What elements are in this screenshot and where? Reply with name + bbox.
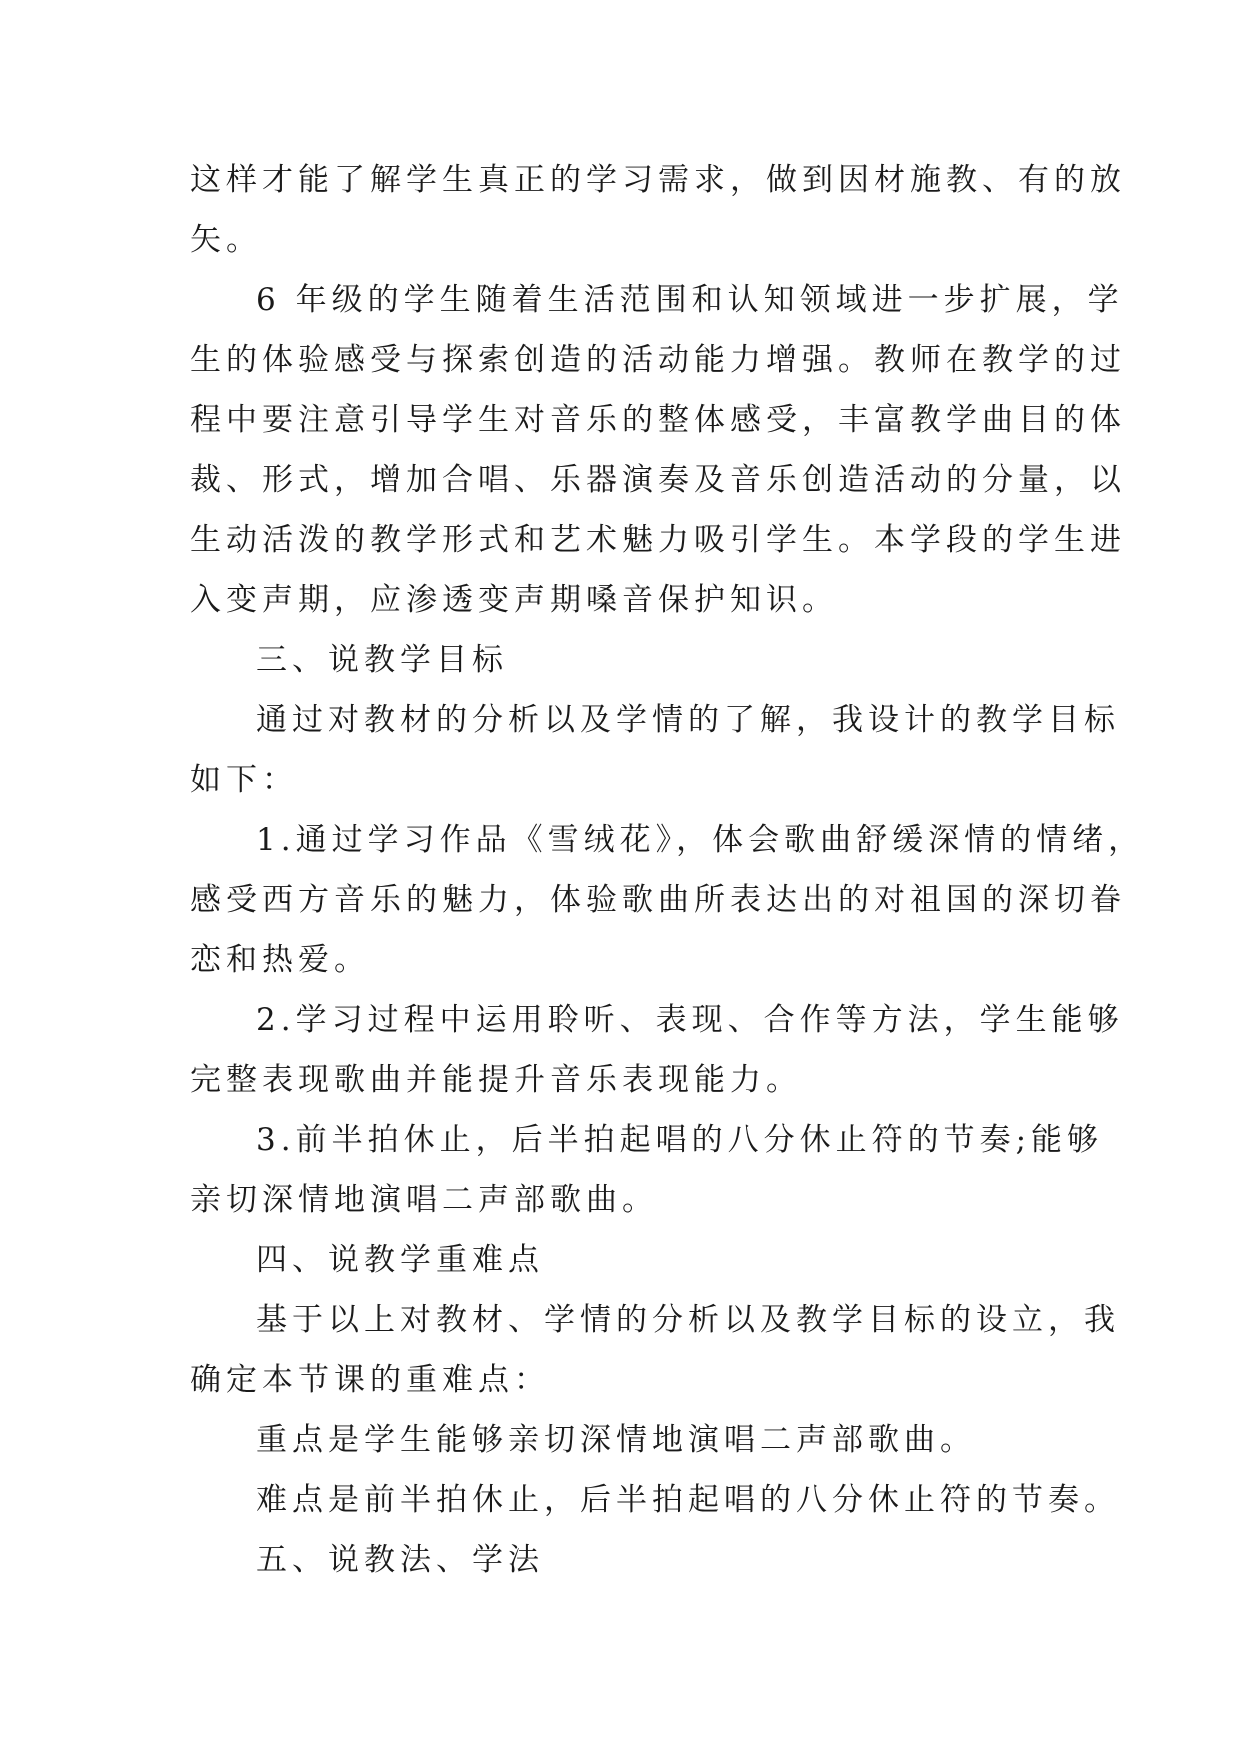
body-text-line: 重点是学生能够亲切深情地演唱二声部歌曲。 [256,1422,976,1458]
body-text-line: 2.学习过程中运用聆听、表现、合作等方法，学生能够 [256,1002,1124,1038]
body-text-line: 基于以上对教材、学情的分析以及教学目标的设立，我 [256,1302,1120,1338]
body-text-line: 程中要注意引导学生对音乐的整体感受，丰富教学曲目的体 [190,402,1126,438]
body-text-line: 1.通过学习作品《雪绒花》，体会歌曲舒缓深情的情绪， [256,822,1145,858]
body-text-line: 这样才能了解学生真正的学习需求，做到因材施教、有的放 [190,162,1126,198]
body-text-line: 如下： [190,762,298,798]
body-text-line: 通过对教材的分析以及学情的了解，我设计的教学目标 [256,702,1120,738]
body-text-line: 3.前半拍休止，后半拍起唱的八分休止符的节奏;能够 [256,1122,1104,1158]
body-text-line: 确定本节课的重难点： [190,1362,550,1398]
body-text-line: 6 年级的学生随着生活范围和认知领域进一步扩展，学 [256,282,1124,318]
section-heading: 四、说教学重难点 [256,1242,544,1278]
section-heading: 三、说教学目标 [256,642,508,678]
section-heading: 五、说教法、学法 [256,1542,544,1578]
body-text-line: 矢。 [190,222,262,258]
body-text-line: 感受西方音乐的魅力，体验歌曲所表达出的对祖国的深切眷 [190,882,1126,918]
body-text-line: 亲切深情地演唱二声部歌曲。 [190,1182,658,1218]
body-text-line: 生的体验感受与探索创造的活动能力增强。教师在教学的过 [190,342,1126,378]
body-text-line: 裁、形式，增加合唱、乐器演奏及音乐创造活动的分量，以 [190,462,1126,498]
body-text-line: 生动活泼的教学形式和艺术魅力吸引学生。本学段的学生进 [190,522,1126,558]
body-text-line: 难点是前半拍休止，后半拍起唱的八分休止符的节奏。 [256,1482,1120,1518]
body-text-line: 完整表现歌曲并能提升音乐表现能力。 [190,1062,802,1098]
body-text-line: 恋和热爱。 [190,942,370,978]
body-text-line: 入变声期，应渗透变声期嗓音保护知识。 [190,582,838,618]
